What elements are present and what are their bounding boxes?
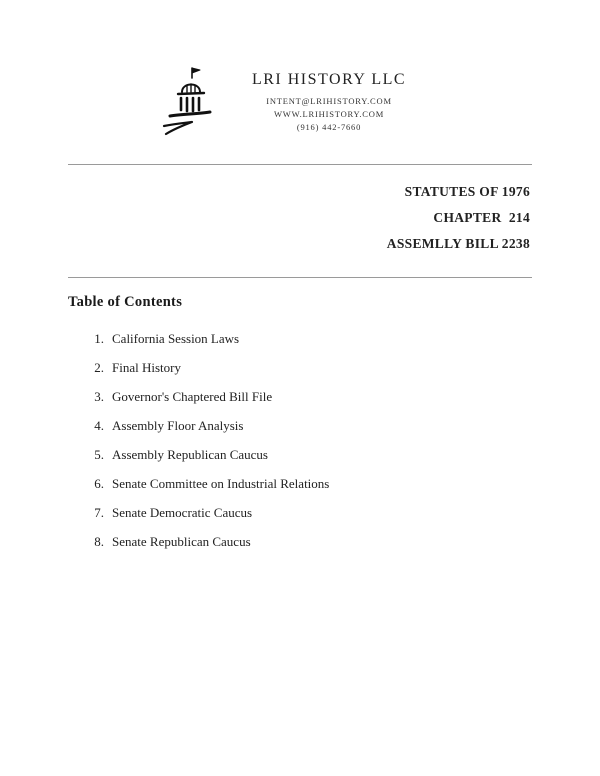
toc-item-number: 1. — [94, 331, 104, 346]
toc-item-label: Senate Republican Caucus — [112, 534, 251, 549]
toc-item-label: Assembly Republican Caucus — [112, 447, 268, 462]
toc-item-number: 3. — [94, 389, 104, 404]
toc-item — [82, 418, 532, 434]
capitol-building-logo-icon — [154, 62, 224, 142]
letterhead-text — [252, 71, 406, 134]
toc-item-label: Senate Committee on Industrial Relations — [112, 476, 330, 491]
toc-item-number: 5. — [94, 447, 104, 462]
toc-item-label: Governor's Chaptered Bill File — [112, 389, 273, 404]
bottom-divider — [68, 277, 532, 278]
toc-item-label: Final History — [112, 360, 181, 375]
toc-item — [82, 505, 532, 521]
toc-item-number: 2. — [94, 360, 104, 375]
toc-item — [82, 534, 532, 550]
company-website: WWW.LRIHISTORY.COM — [273, 108, 385, 119]
company-email: INTENT@LRIHISTORY.COM — [266, 95, 392, 106]
toc-item — [82, 447, 532, 463]
toc-item — [82, 389, 532, 405]
statutes-line: STATUTES OF 1976 — [404, 184, 530, 199]
toc-item-label: Senate Democratic Caucus — [112, 505, 253, 520]
toc-item-number: 7. — [94, 505, 104, 520]
toc-item — [82, 360, 532, 376]
assembly-bill-line: ASSEMLLY BILL 2238 — [386, 236, 530, 251]
chapter-line: CHAPTER 214 — [433, 210, 530, 225]
company-name: LRI HISTORY LLC — [251, 70, 407, 88]
toc-item-label: Assembly Floor Analysis — [112, 418, 244, 433]
toc-item-number: 4. — [94, 418, 104, 433]
toc-item-number: 8. — [94, 534, 104, 549]
toc-title: Table of Contents — [68, 294, 183, 310]
toc-item-label: California Session Laws — [112, 331, 240, 346]
toc-item — [82, 331, 532, 347]
toc-item — [82, 476, 532, 492]
letterhead — [68, 62, 532, 142]
document-id-block — [68, 165, 532, 257]
toc-list — [68, 331, 532, 550]
toc-item-number: 6. — [94, 476, 104, 491]
company-phone: (916) 442-7660 — [296, 121, 362, 132]
